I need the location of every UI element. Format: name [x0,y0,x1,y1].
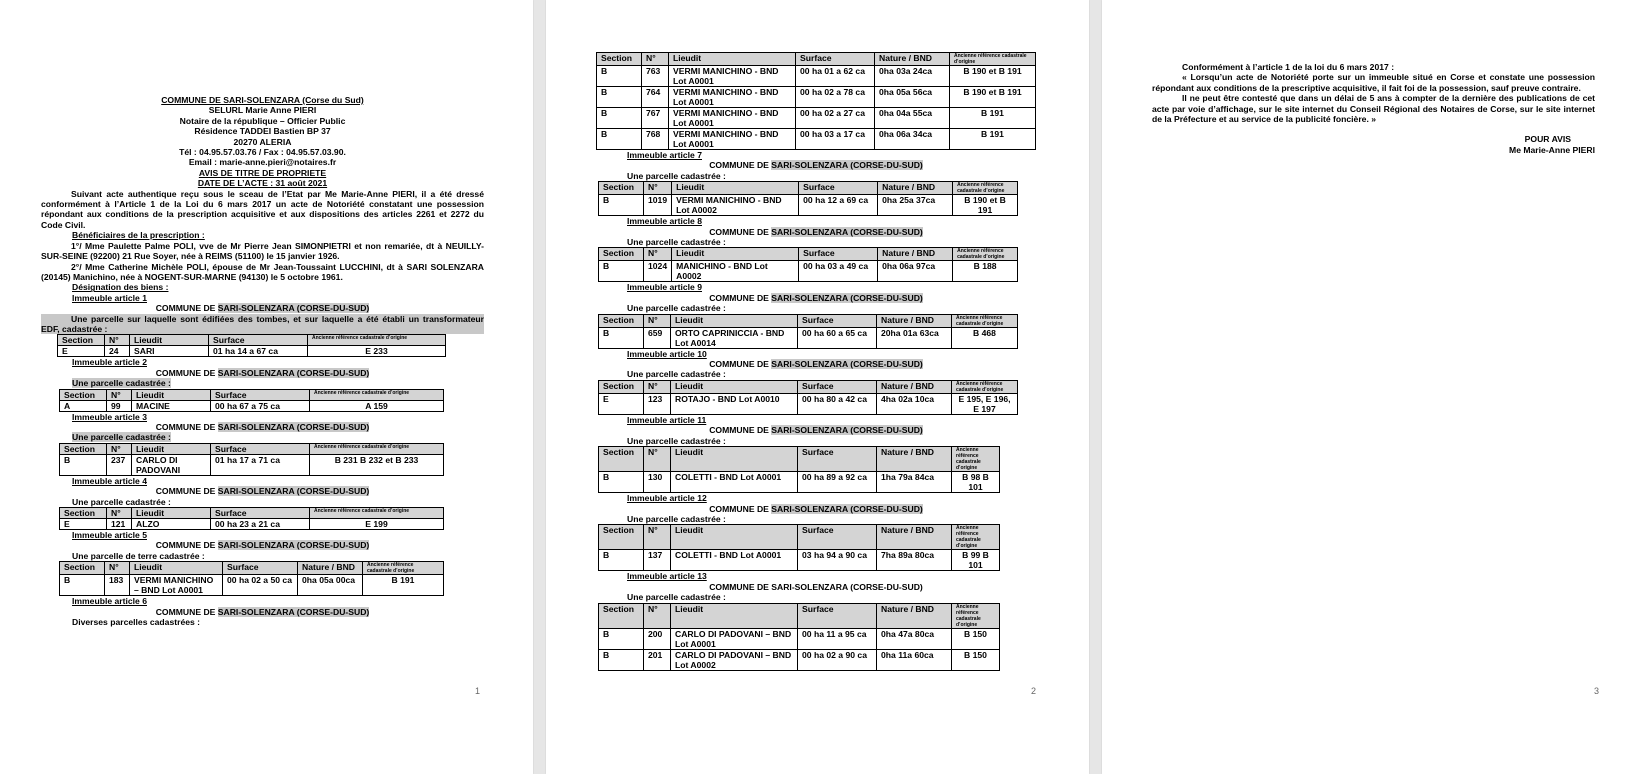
cell-surface: 00 ha 02 a 78 ca [796,87,875,108]
col-ancienne: Ancienne référence cadastrale d’origine [308,335,446,346]
col-surface: Surface [211,389,310,400]
cell-section: A [60,400,107,411]
cell-section: B [597,66,642,87]
commune-line: COMMUNE DE SARI-SOLENZARA (CORSE-DU-SUD) [155,303,370,314]
cell-lieudit: MACINE [132,400,211,411]
col-nature: Nature / BND [877,525,952,550]
col-section: Section [599,603,644,628]
cell-section: B [597,87,642,108]
cell-surface: 00 ha 03 a 17 ca [796,129,875,150]
table-row [60,400,444,411]
parcel-table [598,603,1000,671]
table-row [599,550,1000,571]
cell-lieudit: CARLO DI PADOVANI – BND Lot A0001 [671,628,798,649]
commune-line: COMMUNE DE SARI-SOLENZARA (CORSE-DU-SUD) [155,486,370,497]
article-desc: Une parcelle cadastrée : [627,170,726,181]
cell-lieudit: ROTAJO - BND Lot A0010 [671,393,798,414]
table-header-row [60,508,444,519]
cell-surface: 00 ha 03 a 49 ca [799,261,878,282]
commune-line: COMMUNE DE SARI-SOLENZARA (CORSE-DU-SUD) [709,160,923,171]
cell-surface: 00 ha 23 a 21 ca [211,519,310,530]
table-row [60,519,444,530]
parcel-table [59,561,444,596]
cell-ancienne: B 191 [950,108,1036,129]
cell-lieudit: VERMI MANICHINO - BND Lot A0001 [669,87,796,108]
cell-ancienne: E 233 [308,346,446,357]
article-title: Immeuble article 6 [72,596,147,607]
document-page-2 [546,0,1089,774]
commune-line: COMMUNE DE SARI-SOLENZARA (CORSE-DU-SUD) [709,292,923,303]
article-desc: Une parcelle cadastrée : [627,513,726,524]
col-lieudit: Lieudit [132,443,211,454]
pour-avis: POUR AVIS [1524,134,1571,145]
table-header-row [599,248,1018,261]
cell-num: 200 [644,628,671,649]
col-surface: Surface [798,603,877,628]
cell-num: 767 [642,108,669,129]
col-num: N° [642,53,669,66]
table-row [599,472,1000,493]
designation-label: Désignation des biens : [72,282,169,293]
cell-section: B [599,649,644,670]
parcel-table [598,446,1000,493]
col-ancienne: Ancienne référence cadastrale d’origine [953,182,1018,195]
commune-line: COMMUNE DE SARI-SOLENZARA (CORSE-DU-SUD) [709,226,923,237]
col-section: Section [599,248,644,261]
commune-line: COMMUNE DE SARI-SOLENZARA (CORSE-DU-SUD) [155,606,370,617]
beneficiaires-label: Bénéficiaires de la prescription : [72,230,205,241]
table-header-row [60,562,444,575]
col-surface: Surface [798,447,877,472]
article-title: Immeuble article 12 [627,493,707,504]
cell-surface: 00 ha 01 a 62 ca [796,66,875,87]
cell-section: B [599,628,644,649]
parcel-table [57,334,446,357]
col-ancienne: Ancienne référence cadastrale d’origine [952,447,1000,472]
cell-num: 768 [642,129,669,150]
col-surface: Surface [799,182,878,195]
col-lieudit: Lieudit [130,562,223,575]
header-commune: COMMUNE DE SARI-SOLENZARA (Corse du Sud) [161,95,364,105]
cell-nature: 20ha 01a 63ca [877,327,952,348]
article-title: Immeuble article 8 [627,216,702,227]
parcel-table [598,380,1018,415]
parcel-table [59,507,444,530]
table-row [60,575,444,596]
table-header-row [58,335,446,346]
header-notaire: Notaire de la république – Officier Public [179,115,346,126]
col-section: Section [58,335,105,346]
table-row [599,195,1018,216]
article-desc: Diverses parcelles cadastrées : [72,617,201,628]
table-row [599,393,1018,414]
col-section: Section [599,380,644,393]
table-row [597,129,1036,150]
commune-line: COMMUNE DE SARI-SOLENZARA (CORSE-DU-SUD) [709,503,923,514]
parcel-table [598,314,1018,349]
col-num: N° [644,314,671,327]
table-header-row [599,525,1000,550]
cell-section: B [599,472,644,493]
article-title: Immeuble article 1 [72,292,147,303]
col-surface: Surface [798,314,877,327]
cell-num: 24 [105,346,130,357]
col-lieudit: Lieudit [672,182,799,195]
page-2-articles [596,150,1036,671]
cell-surface: 00 ha 02 a 50 ca [223,575,298,596]
cell-ancienne: B 190 et B 191 [953,195,1018,216]
col-nature: Nature / BND [878,248,953,261]
col-ancienne: Ancienne référence cadastrale d’origine [952,314,1018,327]
col-surface: Surface [211,508,310,519]
article-desc: Une parcelle de terre cadastrée : [72,550,205,561]
cell-ancienne: E 195, E 196, E 197 [952,393,1018,414]
header-selurl: SELURL Marie Anne PIERI [208,105,317,116]
article-title: Immeuble article 5 [72,530,147,540]
col-ancienne: Ancienne référence cadastrale d’origine [363,562,444,575]
page-3-content [1152,62,1595,155]
cell-num: 1024 [644,261,672,282]
col-section: Section [599,447,644,472]
col-section: Section [60,389,107,400]
cell-nature: 0ha 06a 34ca [875,129,950,150]
page-number: 3 [1593,686,1599,696]
commune-line: COMMUNE DE SARI-SOLENZARA (CORSE-DU-SUD) [709,359,923,370]
col-lieudit: Lieudit [130,335,209,346]
parcel-table [59,443,444,476]
col-surface: Surface [211,443,310,454]
article-desc: Une parcelle sur laquelle sont édifiées des tombes, et sur laquelle a été établi un transformateur EDF, cadastrée : [41,313,484,334]
intro-paragraph: Suivant acte authentique reçu sous le sceau de l’Etat par Me Marie-Anne PIERI, il a été dressé conformément à l’Article 1 de la Loi du 6 mars 2017 un acte de Notoriété constatant une possession répondant aux conditions de la prescription acquisitive et aux dispositions des articles 2261 et 2272 du Code Civil. [41,188,484,230]
header-city: 20270 ALERIA [233,136,292,147]
col-ancienne: Ancienne référence cadastrale d’origine [310,508,444,519]
cell-lieudit: CARLO DI PADOVANI – BND Lot A0002 [671,649,798,670]
cell-surface: 00 ha 60 a 65 ca [798,327,877,348]
cell-surface: 01 ha 14 a 67 ca [209,346,308,357]
col-num: N° [105,562,130,575]
article-title: Immeuble article 10 [627,348,707,359]
header-phone: Tél : 04.95.57.03.76 / Fax : 04.95.57.03.90. [179,147,346,158]
cell-section: B [60,575,105,596]
col-num: N° [644,447,671,472]
col-num: N° [644,525,671,550]
cell-num: 763 [642,66,669,87]
article-title: Immeuble article 13 [627,571,707,582]
cell-lieudit: COLETTI - BND Lot A0001 [671,550,798,571]
cell-nature: 7ha 89a 80ca [877,550,952,571]
col-section: Section [599,314,644,327]
cell-ancienne: B 191 [950,129,1036,150]
col-ancienne: Ancienne référence cadastrale d’origine [952,525,1000,550]
cell-num: 123 [644,393,671,414]
article-title: Immeuble article 7 [627,150,702,160]
article-title: Immeuble article 3 [72,411,147,422]
cell-nature: 0ha 11a 60ca [877,649,952,670]
parcel-table [598,181,1018,216]
cell-section: B [597,129,642,150]
col-section: Section [599,182,644,195]
article-title: Immeuble article 11 [627,414,707,425]
cell-num: 659 [644,327,671,348]
cell-section: E [58,346,105,357]
cell-lieudit: COLETTI - BND Lot A0001 [671,472,798,493]
table-row [599,649,1000,670]
cell-nature: 1ha 79a 84ca [877,472,952,493]
cell-lieudit: ORTO CAPRINICCIA - BND Lot A0014 [671,327,798,348]
cell-num: 183 [105,575,130,596]
col-nature: Nature / BND [875,53,950,66]
col-nature: Nature / BND [877,380,952,393]
header-email: Email : marie-anne.pieri@notaires.fr [188,157,337,168]
header-residence: Résidence TADDEI Bastien BP 37 [194,126,331,137]
beneficiaire-1: 1°/ Mme Paulette Palme POLI, vve de Mr Pierre Jean SIMONPIETRI et non remariée, dt à NEUILLY-SUR-SEINE (92200) 21 Rue Soyer, née à REIMS (51100) le 15 janvier 1926. [41,240,484,262]
cell-num: 237 [107,454,132,475]
commune-line: COMMUNE DE SARI-SOLENZARA (CORSE-DU-SUD) [709,425,923,436]
cell-nature: 0ha 04a 55ca [875,108,950,129]
article-desc: Une parcelle cadastrée : [627,369,726,380]
col-nature: Nature / BND [877,314,952,327]
article-desc: Une parcelle cadastrée : [72,378,171,389]
cell-section: B [597,108,642,129]
page-number: 1 [474,686,480,696]
col-nature: Nature / BND [298,562,363,575]
cell-ancienne: A 159 [310,400,444,411]
col-num: N° [107,508,132,519]
table-row [597,108,1036,129]
cell-nature: 0ha 05a 56ca [875,87,950,108]
table-row [599,261,1018,282]
col-surface: Surface [799,248,878,261]
col-lieudit: Lieudit [132,508,211,519]
cell-ancienne: E 199 [310,519,444,530]
table-header-row [599,447,1000,472]
cell-ancienne: B 190 et B 191 [950,66,1036,87]
article-title: Immeuble article 4 [72,475,147,486]
article-desc: Une parcelle cadastrée : [627,592,726,603]
col-nature: Nature / BND [877,603,952,628]
col-lieudit: Lieudit [132,389,211,400]
col-surface: Surface [209,335,308,346]
col-section: Section [60,562,105,575]
col-num: N° [644,380,671,393]
cell-ancienne: B 150 [952,628,1000,649]
commune-line: COMMUNE DE SARI-SOLENZARA (CORSE-DU-SUD) [155,367,370,378]
col-surface: Surface [798,380,877,393]
cell-section: B [60,454,107,475]
loi-quote-2: Il ne peut être contesté que dans un délai de 5 ans à compter de la dernière des publications de cet acte par voie d’affichage, sur le site internet du Conseil Régional des Notaires de Corse, sur le site internet de la Préfecture et au service de la publicité foncière. » [1152,93,1595,125]
col-section: Section [599,525,644,550]
cell-surface: 00 ha 67 a 75 ca [211,400,310,411]
cell-ancienne: B 99 B 101 [952,550,1000,571]
cell-num: 121 [107,519,132,530]
cell-ancienne: B 468 [952,327,1018,348]
table-header-row [599,182,1018,195]
table-header-row [597,53,1036,66]
col-ancienne: Ancienne référence cadastrale d’origine [953,248,1018,261]
cell-lieudit: VERMI MANICHINO - BND Lot A0002 [672,195,799,216]
cell-nature: 0ha 06a 97ca [878,261,953,282]
page-number: 2 [1030,686,1036,696]
col-surface: Surface [798,525,877,550]
beneficiaire-2: 2°/ Mme Catherine Michèle POLI, épouse de Mr Jean-Toussaint LUCCHINI, dt à SARI SOLENZARA (20145) Manichino, née à NOGENT-SUR-MARNE (94130) le 5 octobre 1961. [41,261,484,282]
col-lieudit: Lieudit [672,248,799,261]
col-num: N° [105,335,130,346]
cell-section: E [599,393,644,414]
table-row [599,327,1018,348]
table-row [60,454,444,475]
cell-surface: 00 ha 11 a 95 ca [798,628,877,649]
col-lieudit: Lieudit [671,603,798,628]
commune-line: COMMUNE DE SARI-SOLENZARA (CORSE-DU-SUD) [155,540,370,551]
cell-section: B [599,550,644,571]
col-lieudit: Lieudit [671,380,798,393]
document-page-3 [1102,0,1642,774]
avis-title: AVIS DE TITRE DE PROPRIETE [198,167,327,178]
table-row [597,87,1036,108]
cell-num: 764 [642,87,669,108]
col-section: Section [60,443,107,454]
cell-ancienne: B 190 et B 191 [950,87,1036,108]
col-ancienne: Ancienne référence cadastrale d’origine [310,443,444,454]
cell-lieudit: ALZO [132,519,211,530]
cell-surface: 03 ha 94 a 90 ca [798,550,877,571]
cell-num: 1019 [644,195,672,216]
col-lieudit: Lieudit [671,447,798,472]
cell-num: 137 [644,550,671,571]
col-surface: Surface [223,562,298,575]
col-section: Section [60,508,107,519]
col-ancienne: Ancienne référence cadastrale d’origine [310,389,444,400]
cell-surface: 01 ha 17 a 71 ca [211,454,310,475]
col-num: N° [644,603,671,628]
table-header-row [599,380,1018,393]
col-lieudit: Lieudit [671,314,798,327]
table-header-row [60,389,444,400]
table-header-row [599,314,1018,327]
parcel-table [59,389,444,412]
cell-ancienne: B 188 [953,261,1018,282]
signature: Me Marie-Anne PIERI [1509,144,1595,155]
col-lieudit: Lieudit [669,53,796,66]
cell-section: E [60,519,107,530]
col-ancienne: Ancienne référence cadastrale d’origine [950,53,1036,66]
col-ancienne: Ancienne référence cadastrale d’origine [952,380,1018,393]
table-row [599,628,1000,649]
cell-section: B [599,195,644,216]
cell-section: B [599,261,644,282]
cell-num: 201 [644,649,671,670]
article-title: Immeuble article 9 [627,282,702,293]
parcel-table [598,524,1000,571]
cell-lieudit: VERMI MANICHINO - BND Lot A0001 [669,129,796,150]
cell-lieudit: VERMI MANICHINO - BND Lot A0001 [669,108,796,129]
parcel-table [596,52,1036,150]
table-row [58,346,446,357]
cell-lieudit: VERMI MANICHINO – BND Lot A0001 [130,575,223,596]
table-header-row [599,603,1000,628]
col-num: N° [107,443,132,454]
cell-nature: 0ha 03a 24ca [875,66,950,87]
table-header-row [60,443,444,454]
col-ancienne: Ancienne référence cadastrale d’origine [952,603,1000,628]
cell-ancienne: B 150 [952,649,1000,670]
commune-line: COMMUNE DE SARI-SOLENZARA (CORSE-DU-SUD) [155,421,370,432]
document-page-1 [0,0,533,774]
article-desc: Une parcelle cadastrée : [627,303,726,314]
article-desc: Une parcelle cadastrée : [72,432,171,443]
page-2-content [596,52,1036,671]
cell-num: 99 [107,400,132,411]
cell-lieudit: VERMI MANICHINO - BND Lot A0001 [669,66,796,87]
commune-line: COMMUNE DE SARI-SOLENZARA (CORSE-DU-SUD) [709,581,923,592]
cell-section: B [599,327,644,348]
cell-surface: 00 ha 89 a 92 ca [798,472,877,493]
cell-ancienne: B 191 [363,575,444,596]
col-surface: Surface [796,53,875,66]
cell-nature: 4ha 02a 10ca [877,393,952,414]
cell-lieudit: CARLO DI PADOVANI [132,454,211,475]
cell-surface: 00 ha 02 a 27 ca [796,108,875,129]
col-nature: Nature / BND [877,447,952,472]
date-acte: DATE DE L’ACTE : 31 août 2021 [197,178,328,189]
cell-nature: 0ha 25a 37ca [878,195,953,216]
article-title: Immeuble article 2 [72,357,147,368]
table-row [597,66,1036,87]
col-nature: Nature / BND [878,182,953,195]
cell-ancienne: B 98 B 101 [952,472,1000,493]
cell-surface: 00 ha 12 a 69 ca [799,195,878,216]
cell-lieudit: SARI [130,346,209,357]
cell-nature: 0ha 05a 00ca [298,575,363,596]
col-section: Section [597,53,642,66]
article-desc: Une parcelle cadastrée : [627,237,726,248]
loi-reference: Conformément à l’article 1 de la loi du 6 mars 2017 : [1182,62,1395,72]
parcel-table [598,247,1018,282]
cell-num: 130 [644,472,671,493]
col-num: N° [644,248,672,261]
col-num: N° [107,389,132,400]
cell-nature: 0ha 47a 80ca [877,628,952,649]
cell-ancienne: B 231 B 232 et B 233 [310,454,444,475]
page-1-content [41,95,484,627]
cell-lieudit: MANICHINO - BND Lot A0002 [672,261,799,282]
col-lieudit: Lieudit [671,525,798,550]
cell-surface: 00 ha 02 a 90 ca [798,649,877,670]
cell-surface: 00 ha 80 a 42 ca [798,393,877,414]
col-num: N° [644,182,672,195]
loi-quote-1: « Lorsqu’un acte de Notoriété porte sur un immeuble situé en Corse et constate une possession répondant aux conditions de la prescriptive acquisitive, il fait foi de la possession, sauf preuve contraire. [1152,72,1595,93]
article-desc: Une parcelle cadastrée : [72,496,171,507]
article-desc: Une parcelle cadastrée : [627,435,726,446]
